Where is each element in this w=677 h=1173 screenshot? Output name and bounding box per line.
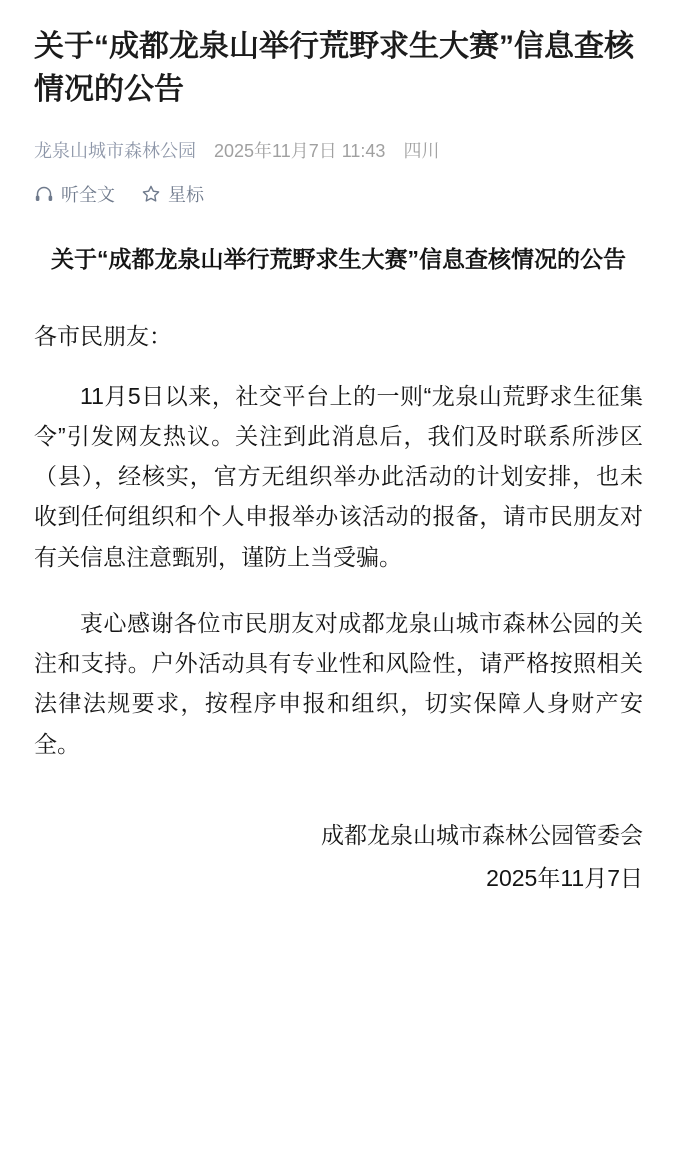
headphones-icon [34, 184, 54, 204]
article-actions [34, 181, 643, 207]
meta-datetime: 2025年11月7日 11:43 [214, 141, 386, 162]
page-title: 关于“成都龙泉山举行荒野求生大赛”信息查核情况的公告 [34, 30, 634, 106]
document-title: 关于“成都龙泉山举行荒野求生大赛”信息查核情况的公告 [51, 246, 626, 273]
listen-button[interactable] [34, 181, 115, 207]
meta-source[interactable]: 龙泉山城市森林公园 [34, 141, 196, 162]
star-label: 星标 [168, 185, 204, 206]
listen-label: 听全文 [61, 185, 115, 206]
meta-region: 四川 [403, 141, 440, 162]
salutation: 各市民朋友： [34, 323, 172, 350]
article-meta [34, 137, 643, 163]
paragraph-2: 衷心感谢各位市民朋友对成都龙泉山城市森林公园的关注和支持。户外活动具有专业性和风险性，请严格按照相关法律法规要求，按程序申报和组织，切实保障人身财产安全。 [34, 609, 643, 757]
paragraph-1: 11月5日以来，社交平台上的一则“龙泉山荒野求生征集令”引发网友热议。关注到此消息后，我们及时联系所涉区（县），经核实，官方无组织举办此活动的计划安排，也未收到任何组织和个人申报举办该活动的报备，请市民朋友对有关信息注意甄别，谨防上当受骗。 [34, 382, 643, 570]
star-icon [141, 184, 161, 204]
signature-date: 2025年11月7日 [486, 865, 643, 892]
signature-org: 成都龙泉山城市森林公园管委会 [321, 821, 643, 848]
star-button[interactable] [141, 181, 204, 207]
